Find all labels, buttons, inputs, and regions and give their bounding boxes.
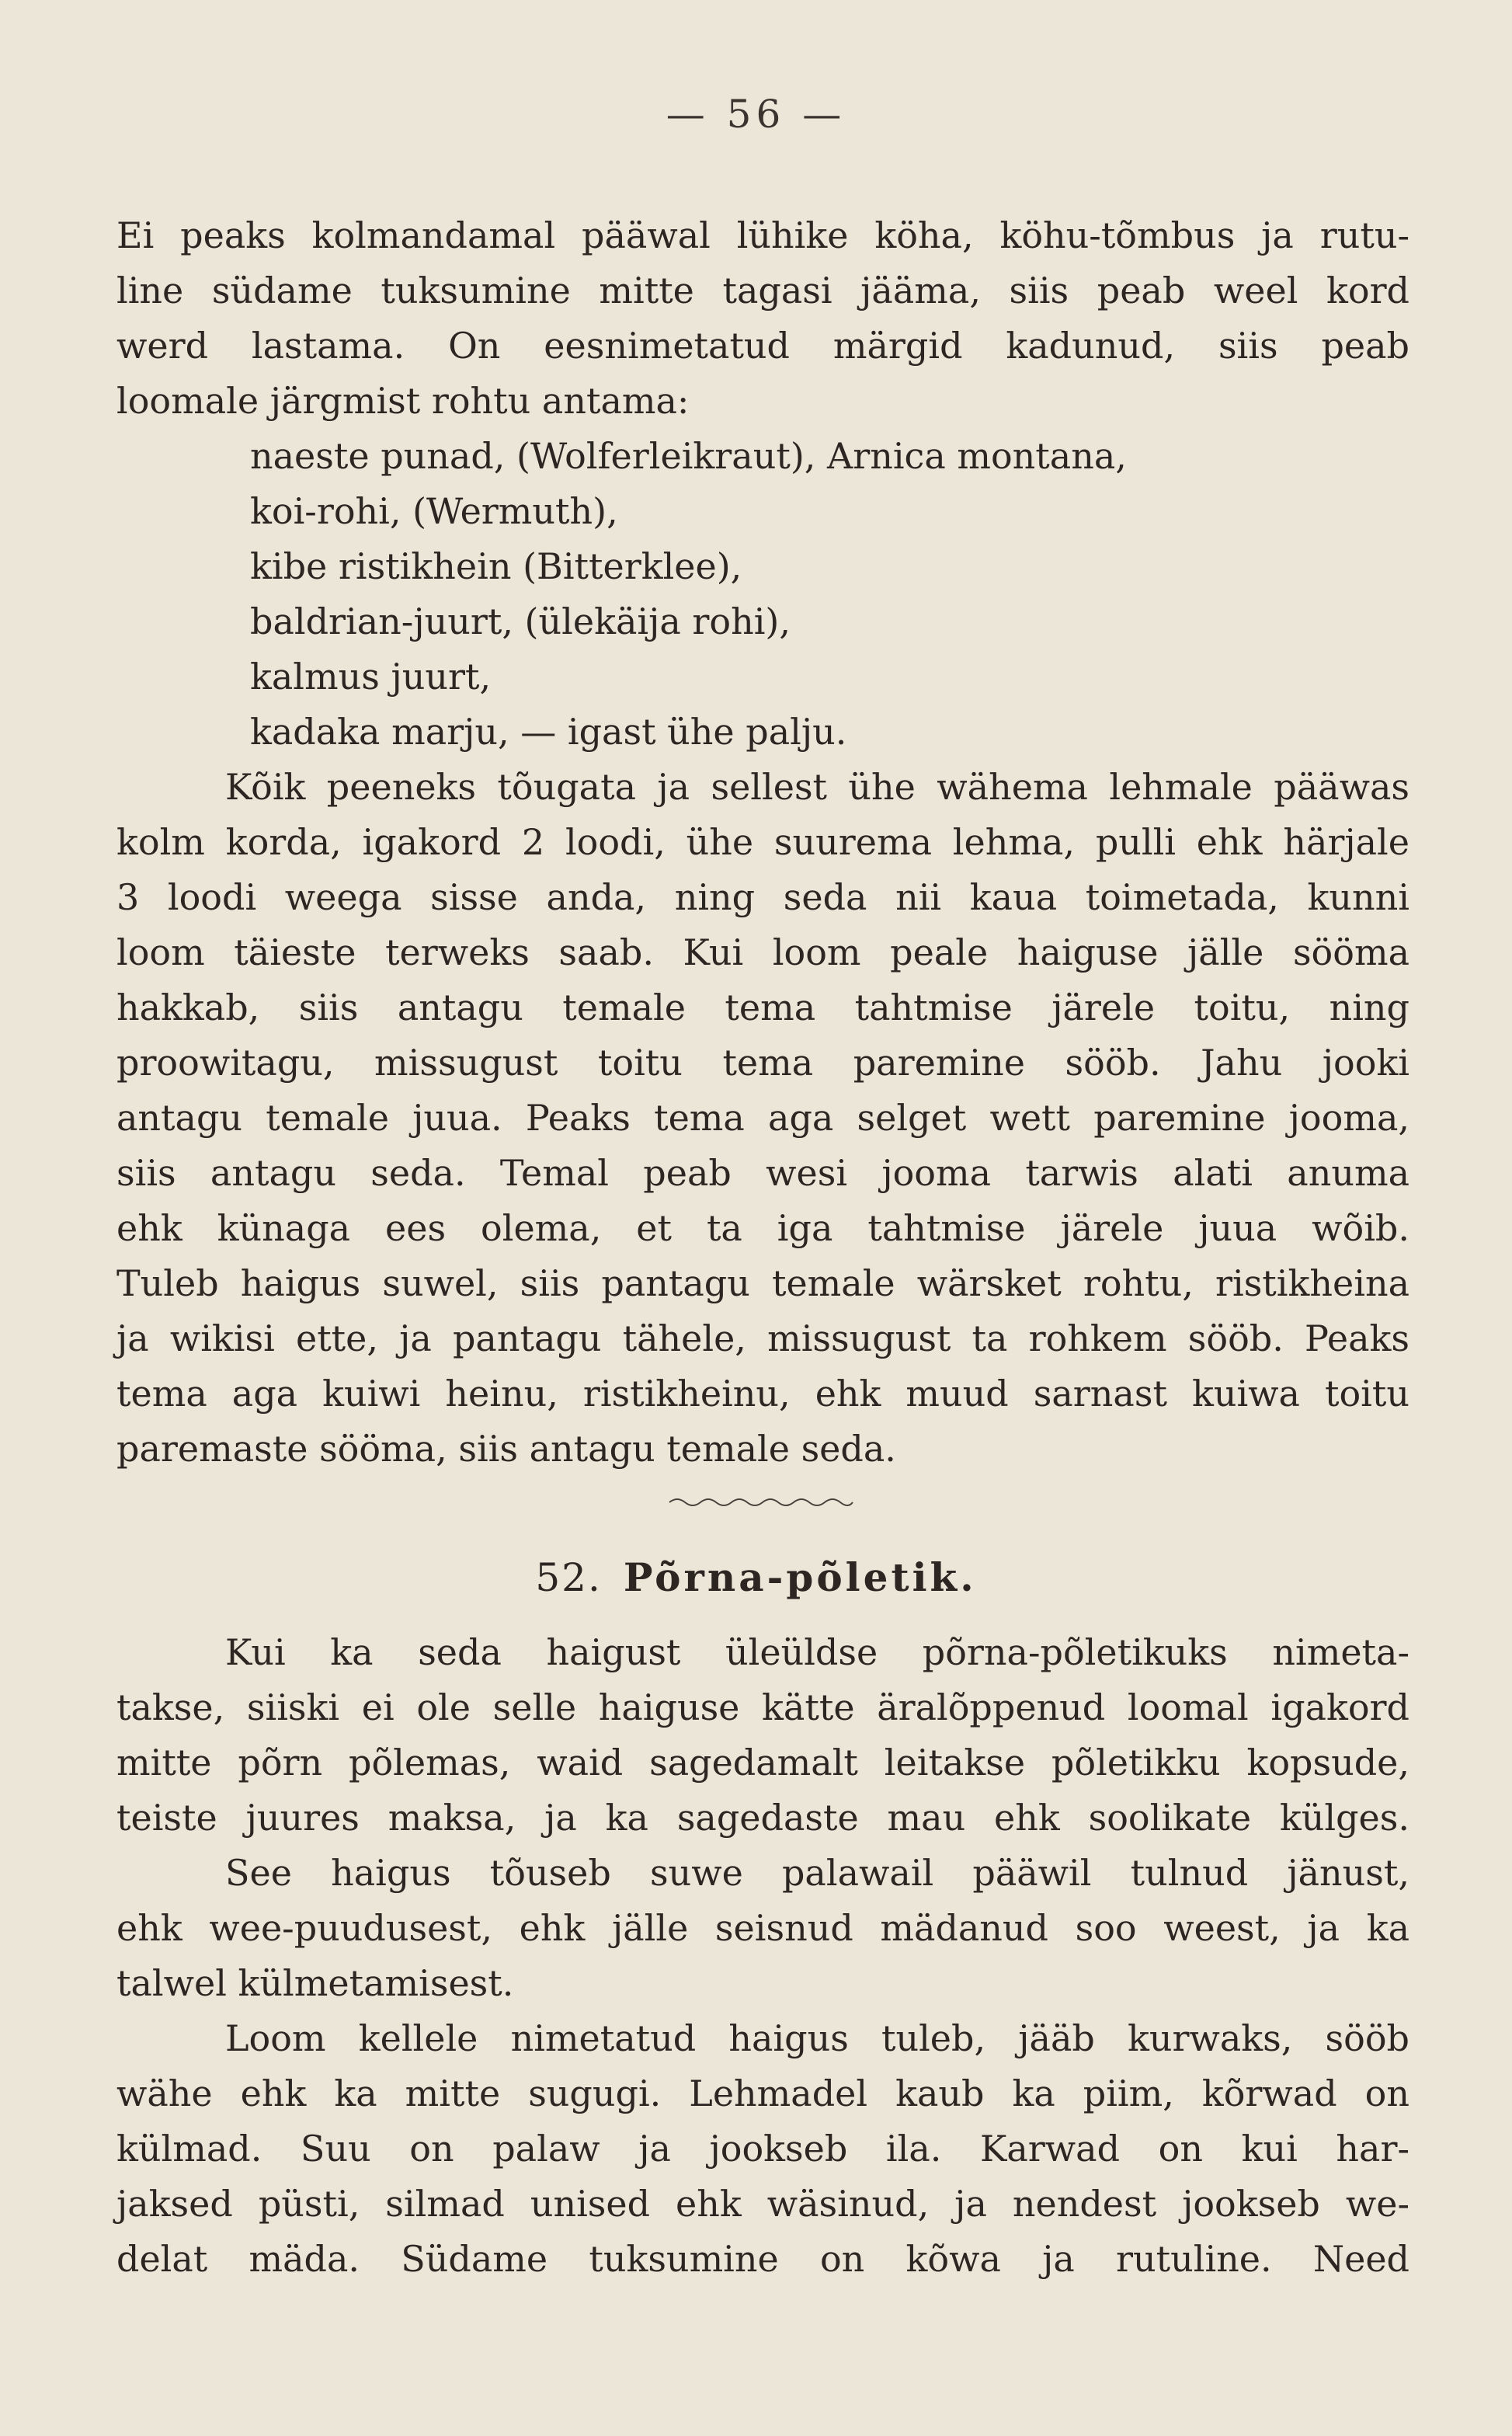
text-line: mitte põrn põlemas, waid sagedamalt leitakse põletikku kopsude,	[116, 1742, 1409, 1784]
remedy-item: koi-rohi, (Wermuth),	[250, 490, 618, 532]
text-line: jaksed püsti, silmad unised ehk wäsinud, ja nendest jookseb we-	[116, 2183, 1409, 2225]
text-line: siis antagu seda. Temal peab wesi jooma tarwis alati anuma	[116, 1152, 1409, 1194]
text-line: tema aga kuiwi heinu, ristikheinu, ehk muud sarnast kuiwa toitu	[116, 1373, 1409, 1415]
remedy-item: naeste punad, (Wolferleikraut), Arnica montana,	[250, 435, 1127, 477]
text-line: delat mäda. Südame tuksumine on kõwa ja rutuline. Need	[116, 2238, 1409, 2280]
text-line: antagu temale juua. Peaks tema aga selget wett paremine jooma,	[116, 1097, 1409, 1139]
text-line: loom täieste terweks saab. Kui loom peale haiguse jälle sööma	[116, 931, 1409, 973]
remedy-item: baldrian-juurt, (ülekäija rohi),	[250, 600, 791, 642]
text-line: See haigus tõuseb suwe palawail pääwil tulnud jänust,	[225, 1852, 1409, 1894]
text-line: loomale järgmist rohtu antama:	[116, 380, 690, 422]
text-line: Tuleb haigus suwel, siis pantagu temale wärsket rohtu, ristikheina	[116, 1262, 1409, 1304]
page-number: — 56 —	[666, 92, 846, 137]
text-line: werd lastama. On eesnimetatud märgid kadunud, siis peab	[116, 325, 1409, 367]
text-line: Kõik peeneks tõugata ja sellest ühe wähema lehmale pääwas	[225, 766, 1409, 808]
text-line: külmad. Suu on palaw ja jookseb ila. Karwad on kui har-	[116, 2128, 1409, 2170]
text-line: teiste juures maksa, ja ka sagedaste mau ehk soolikate külges.	[116, 1797, 1409, 1839]
text-line: hakkab, siis antagu temale tema tahtmise järele toitu, ning	[116, 987, 1409, 1028]
section-title: Põrna-põletik.	[623, 1554, 977, 1600]
text-line: ehk künaga ees olema, et ta iga tahtmise järele juua wõib.	[116, 1207, 1409, 1249]
remedy-item: kalmus juurt,	[250, 656, 492, 698]
section-number: 52.	[535, 1555, 602, 1600]
remedy-item: kibe ristikhein (Bitterklee),	[250, 545, 742, 587]
text-line: takse, siiski ei ole selle haiguse kätte äralõppenud loomal igakord	[116, 1686, 1409, 1728]
text-line: Ei peaks kolmandamal pääwal lühike köha, köhu-tõmbus ja rutu-	[116, 214, 1409, 256]
text-line: ja wikisi ette, ja pantagu tähele, missugust ta rohkem sööb. Peaks	[116, 1317, 1409, 1359]
text-line: Loom kellele nimetatud haigus tuleb, jääb kurwaks, sööb	[225, 2017, 1409, 2059]
remedy-item: kadaka marju, — igast ühe palju.	[250, 711, 847, 753]
text-line: Kui ka seda haigust üleüldse põrna-põletikuks nimeta-	[225, 1631, 1409, 1673]
section-heading	[0, 1554, 1512, 1602]
text-line: paremaste sööma, siis antagu temale seda.	[116, 1428, 896, 1470]
text-line: line südame tuksumine mitte tagasi jääma, siis peab weel kord	[116, 270, 1409, 311]
text-line: ehk wee-puudusest, ehk jälle seisnud mädanud soo weest, ja ka	[116, 1907, 1409, 1949]
text-line: talwel külmetamisest.	[116, 1962, 514, 2004]
text-line: 3 loodi weega sisse anda, ning seda nii kaua toimetada, kunni	[116, 876, 1409, 918]
text-line: proowitagu, missugust toitu tema paremine sööb. Jahu jooki	[116, 1042, 1409, 1084]
text-line: wähe ehk ka mitte sugugi. Lehmadel kaub ka piim, kõrwad on	[116, 2072, 1409, 2114]
ornament-divider	[668, 1495, 854, 1510]
text-line: kolm korda, igakord 2 loodi, ühe suurema lehma, pulli ehk härjale	[116, 821, 1409, 863]
